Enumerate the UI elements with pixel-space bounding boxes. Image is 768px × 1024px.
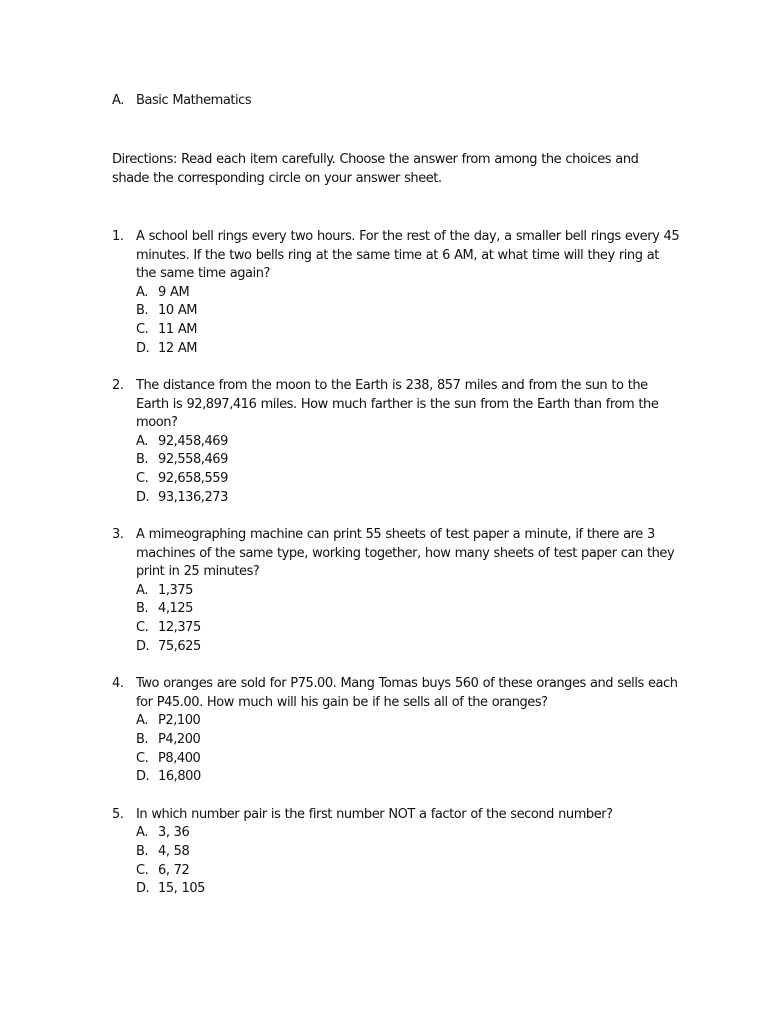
choice-label: C. bbox=[136, 322, 149, 337]
choice-label: A. bbox=[136, 284, 148, 300]
choice-label: B. bbox=[136, 452, 149, 468]
choice-text: 92,658,559 bbox=[158, 471, 228, 486]
choice-label: B. bbox=[136, 303, 149, 319]
choice-d bbox=[136, 880, 682, 899]
choice-text: 9 AM bbox=[158, 284, 190, 300]
choice-text: 12,375 bbox=[158, 620, 201, 635]
choice-list bbox=[136, 582, 682, 657]
choice-a bbox=[136, 824, 682, 843]
question-text: Two oranges are sold for P75.00. Mang Tomas buys 560 of these oranges and sells each for P45.00. How much will his gain be if he sells all of the oranges? bbox=[136, 676, 678, 710]
choice-label: C. bbox=[136, 862, 149, 878]
choice-label: D. bbox=[136, 881, 150, 897]
choice-label: A. bbox=[136, 713, 148, 728]
choice-label: A. bbox=[136, 825, 148, 840]
choice-list bbox=[136, 712, 682, 787]
choice-c bbox=[136, 470, 682, 489]
choice-b bbox=[136, 302, 682, 321]
question-2 bbox=[112, 377, 682, 508]
choice-b bbox=[136, 451, 682, 470]
choice-label: D. bbox=[136, 769, 150, 785]
choice-text: 75,625 bbox=[158, 638, 201, 654]
question-list bbox=[112, 228, 682, 918]
question-number: 4. bbox=[112, 676, 124, 691]
question-number: 2. bbox=[112, 378, 124, 393]
choice-text: 4,125 bbox=[158, 601, 193, 617]
choice-text: 1,375 bbox=[158, 582, 193, 598]
choice-label: A. bbox=[136, 433, 148, 449]
question-3 bbox=[112, 526, 682, 657]
question-4 bbox=[112, 675, 682, 787]
choice-label: C. bbox=[136, 471, 149, 486]
choice-b bbox=[136, 600, 682, 619]
question-1 bbox=[112, 228, 682, 359]
choice-text: P2,100 bbox=[158, 713, 201, 728]
choice-d bbox=[136, 489, 682, 508]
choice-text: P4,200 bbox=[158, 731, 201, 747]
section-letter: A. bbox=[112, 93, 124, 108]
choice-text: 16,800 bbox=[158, 769, 201, 785]
question-number: 1. bbox=[112, 229, 124, 244]
directions-paragraph: Directions: Read each item carefully. Choose the answer from among the choices and shade the corresponding circle on your answer sheet. bbox=[112, 152, 639, 186]
choice-c bbox=[136, 862, 682, 881]
choice-a bbox=[136, 284, 682, 303]
choice-label: B. bbox=[136, 601, 149, 617]
choice-label: C. bbox=[136, 620, 149, 635]
choice-b bbox=[136, 843, 682, 862]
choice-text: 6, 72 bbox=[158, 862, 190, 878]
question-text: A school bell rings every two hours. For the rest of the day, a smaller bell rings every 45 minutes. If the two bells ring at the same time at 6 AM, at what time will they ring at the same time again? bbox=[136, 229, 680, 281]
question-text: The distance from the moon to the Earth is 238, 857 miles and from the sun to the Earth is 92,897,416 miles. How much farther is the sun from the Earth than from the moon? bbox=[136, 378, 659, 430]
section-title: Basic Mathematics bbox=[136, 93, 252, 108]
question-text: In which number pair is the first number NOT a factor of the second number? bbox=[136, 806, 613, 822]
choice-text: 4, 58 bbox=[158, 843, 190, 859]
choice-label: D. bbox=[136, 489, 150, 505]
choice-label: D. bbox=[136, 638, 150, 654]
choice-d bbox=[136, 768, 682, 787]
section-heading bbox=[112, 92, 251, 110]
choice-label: B. bbox=[136, 731, 149, 747]
question-number: 5. bbox=[112, 806, 124, 822]
choice-label: D. bbox=[136, 340, 150, 356]
choice-list bbox=[136, 824, 682, 899]
choice-text: 92,558,469 bbox=[158, 452, 228, 468]
choice-b bbox=[136, 731, 682, 750]
choice-label: C. bbox=[136, 750, 149, 766]
choice-d bbox=[136, 638, 682, 657]
choice-text: 93,136,273 bbox=[158, 489, 228, 505]
choice-text: P8,400 bbox=[158, 750, 201, 766]
question-text: A mimeographing machine can print 55 sheets of test paper a minute, if there are 3 machines of the same type, working together, how many sheets of test paper can they print in 25 minutes? bbox=[136, 527, 675, 579]
choice-a bbox=[136, 712, 682, 731]
choice-a bbox=[136, 582, 682, 601]
choice-a bbox=[136, 433, 682, 452]
choice-text: 12 AM bbox=[158, 340, 198, 356]
choice-c bbox=[136, 321, 682, 340]
choice-d bbox=[136, 340, 682, 359]
question-number: 3. bbox=[112, 527, 124, 542]
choice-text: 92,458,469 bbox=[158, 433, 228, 449]
choice-c bbox=[136, 619, 682, 638]
choice-list bbox=[136, 433, 682, 508]
choice-list bbox=[136, 284, 682, 359]
choice-text: 3, 36 bbox=[158, 825, 190, 840]
choice-text: 15, 105 bbox=[158, 881, 205, 897]
choice-label: B. bbox=[136, 843, 149, 859]
choice-c bbox=[136, 750, 682, 769]
choice-text: 10 AM bbox=[158, 303, 198, 319]
choice-label: A. bbox=[136, 582, 148, 598]
question-5 bbox=[112, 806, 682, 900]
choice-text: 11 AM bbox=[158, 322, 198, 337]
